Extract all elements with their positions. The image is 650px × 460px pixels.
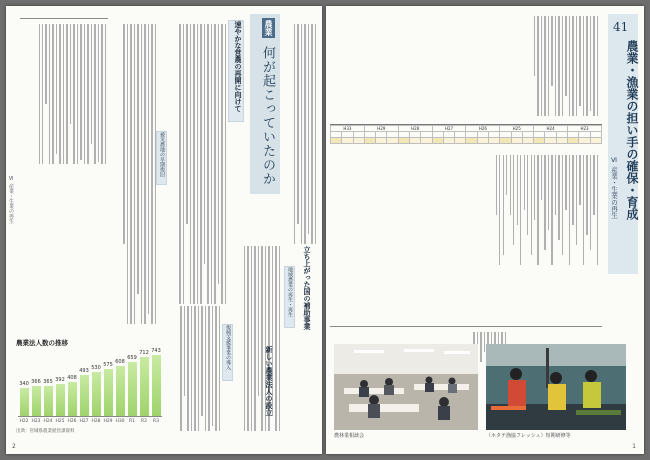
sub-label-1: 被災農地の早期復旧 (156, 131, 167, 185)
timeline-year-header: H27 (432, 126, 466, 132)
text-block-b (116, 24, 156, 324)
timeline-month-cell (421, 138, 432, 144)
chart-bar-value-label: 743 (151, 347, 161, 354)
timeline-month-cell (443, 138, 454, 144)
timeline-year-header: H25 (500, 126, 534, 132)
heading-3: 新しい農業法人の設立 (265, 346, 273, 416)
chart-x-tick-label: H28 (91, 419, 101, 424)
photo2-caption: （ホタテ漁協フレッシュ）短期研修等 (486, 433, 571, 439)
timeline-month-cell (331, 138, 342, 144)
timeline-entries (334, 155, 598, 265)
timeline-month-cell (455, 138, 466, 144)
section-tag: 農業 (264, 20, 273, 36)
timeline-month-cell (568, 138, 579, 144)
chart-x-tick-label: H29 (103, 419, 113, 424)
timeline-year-header: H29 (364, 126, 398, 132)
heading-2: 立ち上がった国の補助事業 (303, 246, 311, 330)
chart-bar-value-label: 659 (127, 354, 137, 361)
chart-bar (127, 354, 137, 416)
chart-bar (31, 378, 41, 416)
chart-bar (151, 347, 161, 416)
left-page (6, 6, 322, 454)
timeline-month-cell (590, 138, 601, 144)
timeline-month-cell (387, 138, 398, 144)
chart-bar-value-label: 392 (55, 376, 65, 383)
chart-bar (43, 378, 53, 416)
chart-bar-value-label: 340 (19, 380, 29, 387)
sub-label-2: 地域農業の再生・再生 (284, 266, 295, 328)
right-page-number: 1 (632, 443, 636, 450)
chart-x-tick-label: H22 (19, 419, 29, 424)
timeline-month-cell (342, 138, 353, 144)
chart-x-tick-label: H23 (31, 419, 41, 424)
chapter-title: 農業・漁業の担い手の確保・育成 (625, 40, 639, 220)
heading-1: 速やかな営農の再開に向けて (228, 20, 244, 122)
chart-bar (139, 350, 149, 416)
chart-x-tick-label: H30 (115, 419, 125, 424)
timeline-bottom-rule (330, 326, 602, 327)
chart (14, 338, 164, 438)
chart-bar (91, 365, 101, 416)
chart-bar-value-label: 530 (91, 365, 101, 372)
chart-x-tick-label: H26 (67, 419, 77, 424)
chart-x-tick-label: R2 (141, 419, 147, 424)
timeline-month-cell (488, 138, 499, 144)
timeline-month-cell (556, 138, 567, 144)
timeline-month-cell (376, 138, 387, 144)
timeline-month-cell (432, 138, 443, 144)
chart-bar-value-label: 575 (103, 361, 113, 368)
intro-text (336, 16, 598, 118)
chart-source: 出典：宮城県農業経営課資料 (16, 429, 75, 434)
chart-bar (115, 358, 125, 416)
left-page-number: 2 (12, 443, 16, 450)
chart-x-tick-label: H25 (55, 419, 65, 424)
text-block-d (284, 24, 316, 244)
chart-x-tick-label: H27 (79, 419, 89, 424)
photo-fishing-boat (486, 344, 626, 430)
section-label: Ⅵ 産業・生業の再生 (610, 156, 618, 219)
chart-bar-value-label: 608 (115, 358, 125, 365)
chart-bar (79, 368, 89, 416)
timeline-month-cell (522, 138, 533, 144)
timeline-year-header: H24 (534, 126, 568, 132)
chart-x-tick-label: R1 (129, 419, 135, 424)
chart-bar (67, 375, 77, 416)
chart-bar-value-label: 366 (31, 378, 41, 385)
right-page (326, 6, 644, 454)
chart-title: 農業法人数の推移 (16, 339, 68, 347)
banner-title: 何が起こっていたのか (260, 46, 275, 186)
timeline-year-header: H28 (398, 126, 432, 132)
timeline-month-cell (579, 138, 590, 144)
timeline-month-cell (534, 138, 545, 144)
sub-label-3: 復興支援事業の導入 (222, 324, 233, 381)
chart-bar-value-label: 712 (139, 350, 149, 357)
timeline-year-header: H33 (331, 126, 365, 132)
chart-bar (55, 376, 65, 416)
timeline-month-cell (409, 138, 420, 144)
chart-plot-area (18, 347, 162, 424)
chart-bar-value-label: 408 (67, 375, 77, 382)
photo1-caption: 農林業相談会 (334, 433, 365, 439)
chart-bar-value-label: 365 (43, 378, 53, 385)
timeline-month-cell (466, 138, 477, 144)
photo-meeting-room (334, 344, 478, 430)
timeline-month-cell (500, 138, 511, 144)
timeline-month-cell (545, 138, 556, 144)
text-block-f (166, 306, 220, 431)
timeline-table (330, 124, 602, 325)
chart-bar-value-label: 493 (79, 368, 89, 375)
text-block-c (168, 24, 226, 304)
timeline-month-cell (477, 138, 488, 144)
chart-x-tick-label: H24 (43, 419, 53, 424)
timeline-month-cell (398, 138, 409, 144)
chapter-number: 41 (613, 20, 629, 34)
chart-bar (103, 361, 113, 416)
timeline-year-header: H26 (466, 126, 500, 132)
text-block-a (22, 24, 106, 164)
chart-bar (19, 380, 29, 416)
timeline-month-cell (364, 138, 375, 144)
side-section-label: Ⅵ 産業・生業の再生 (8, 176, 14, 224)
timeline-month-cell (511, 138, 522, 144)
timeline-year-header: H23 (568, 126, 602, 132)
chart-x-tick-label: R3 (153, 419, 159, 424)
top-rule-left (20, 18, 108, 19)
timeline-month-cell (353, 138, 364, 144)
